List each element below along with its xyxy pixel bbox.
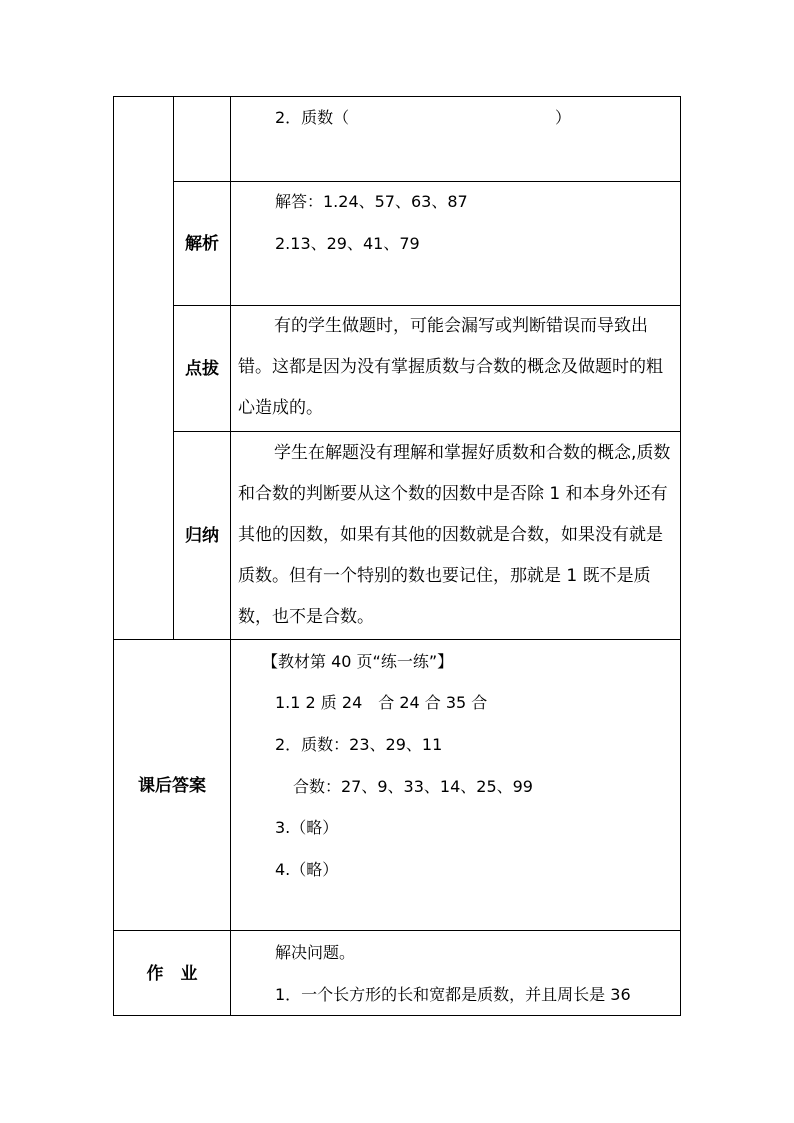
answers-line: 合数：27、9、33、14、25、99: [293, 777, 533, 796]
answers-line: 3.（略）: [275, 818, 339, 837]
rule-bottom: [113, 1015, 681, 1016]
rule-4: [113, 639, 681, 640]
rule-5: [113, 930, 681, 931]
label-guina: 归纳: [185, 526, 219, 546]
jiexi-line1: 解答：1.24、57、63、87: [275, 192, 468, 211]
label-homework: 作 业: [146, 964, 198, 984]
answers-line: 2．质数：23、29、11: [275, 735, 443, 754]
rule-3: [173, 431, 681, 432]
item2-close-paren: ）: [555, 108, 572, 127]
rule-top: [113, 96, 681, 97]
dianbo-text: 有的学生做题时，可能会漏写或判断错误而导致出错。这都是因为没有掌握质数与合数的概念及做题时的粗心造成的。: [238, 316, 663, 418]
answers-line: 1.1 2 质 24 合 24 合 35 合: [275, 693, 488, 712]
rule-1: [173, 181, 681, 182]
rule-mid: [230, 96, 231, 1016]
guina-text: 学生在解题没有理解和掌握好质数和合数的概念,质数和合数的判断要从这个数的因数中是否除 1 和本身外还有其他的因数，如果有其他的因数就是合数，如果没有就是质数。但有一个特别的数也要记住，那就是 1 既不是质数，也不是合数。: [238, 443, 671, 627]
answers-line: 【教材第 40 页“练一练”】: [262, 652, 454, 671]
label-answers: 课后答案: [138, 776, 206, 796]
answers-line: 4.（略）: [275, 860, 339, 879]
homework-line2: 1．一个长方形的长和宽都是质数，并且周长是 36: [275, 985, 631, 1004]
label-jiexi: 解析: [185, 234, 219, 254]
item2-text: 2．质数（: [275, 108, 350, 127]
rule-right: [680, 96, 681, 1016]
homework-line1: 解决问题。: [275, 943, 356, 962]
label-dianbo: 点拔: [185, 359, 219, 379]
jiexi-line2: 2.13、29、41、79: [275, 234, 420, 253]
rule-left: [113, 96, 114, 1016]
